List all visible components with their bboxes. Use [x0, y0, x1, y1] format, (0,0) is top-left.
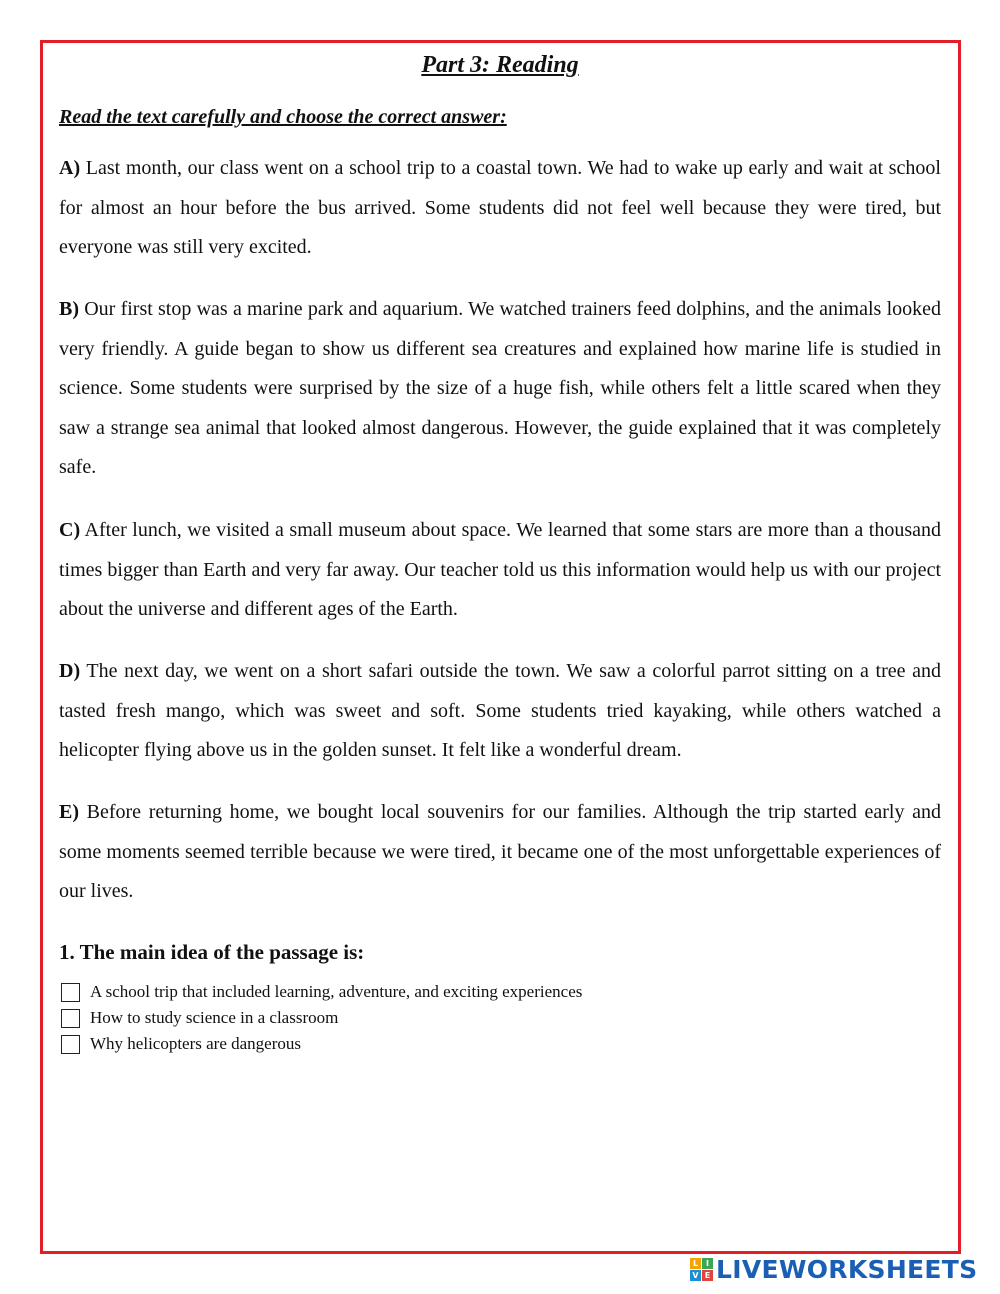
paragraph-text: Our first stop was a marine park and aquarium. We watched trainers feed dolphins, and the animals looked very friendly. A guide began to show us different sea creatures and explained how marine life is studied in science. Some students were surprised by the size of a huge fish, while others felt a little scared when they saw a strange sea animal that looked almost dangerous. However, the guide explained that it was completely safe. [59, 298, 941, 479]
answer-option-text: A school trip that included learning, adventure, and exciting experiences [90, 982, 583, 1001]
logo-block: L [690, 1258, 701, 1269]
answer-option-1[interactable] [61, 979, 582, 1005]
paragraph-tag: A) [59, 157, 81, 179]
liveworksheets-logo [690, 1254, 977, 1284]
logo-blocks-icon [690, 1258, 713, 1281]
paragraph-d [59, 652, 941, 771]
paragraph-text: The next day, we went on a short safari outside the town. We saw a colorful parrot sitting on a tree and tasted fresh mango, which was sweet and soft. Some students tried kayaking, while others watched a helicopter flying above us in the golden sunset. It felt like a wonderful dream. [59, 660, 941, 762]
paragraph-a [59, 149, 941, 268]
paragraph-tag: B) [59, 298, 79, 320]
answer-option-2[interactable] [61, 1005, 582, 1031]
question-1-label: 1. The main idea of the passage is: [59, 940, 365, 964]
logo-text: LIVEWORKSHEETS [716, 1254, 978, 1284]
answer-checkbox[interactable] [61, 983, 80, 1002]
paragraph-tag: D) [59, 660, 81, 682]
paragraph-text: Before returning home, we bought local souvenirs for our families. Although the trip started early and some moments seemed terrible because we were tired, it became one of the most unforgettable experiences of our lives. [59, 801, 941, 903]
paragraph-tag: C) [59, 519, 81, 541]
paragraph-tag: E) [59, 801, 79, 823]
paragraph-text: After lunch, we visited a small museum about space. We learned that some stars are more than a thousand times bigger than Earth and very far away. Our teacher told us this information would help us with our project about the universe and different ages of the Earth. [59, 519, 941, 621]
answer-checkbox[interactable] [61, 1035, 80, 1054]
instruction: Read the text carefully and choose the correct answer: [59, 106, 507, 128]
answer-option-text: Why helicopters are dangerous [90, 1034, 301, 1053]
paragraph-c [59, 511, 941, 630]
paragraph-e [59, 793, 941, 912]
answer-checkbox[interactable] [61, 1009, 80, 1028]
answer-option-3[interactable] [61, 1031, 582, 1057]
page-title: Part 3: Reading [421, 52, 579, 78]
logo-block: V [690, 1270, 701, 1281]
logo-block: I [702, 1258, 713, 1269]
paragraph-text: Last month, our class went on a school trip to a coastal town. We had to wake up early and wait at school for almost an hour before the bus arrived. Some students did not feel well because they were tired, but everyone was still very excited. [59, 157, 941, 259]
logo-block: E [702, 1270, 713, 1281]
answer-options [61, 979, 582, 1057]
answer-option-text: How to study science in a classroom [90, 1008, 339, 1027]
paragraph-b [59, 290, 941, 488]
